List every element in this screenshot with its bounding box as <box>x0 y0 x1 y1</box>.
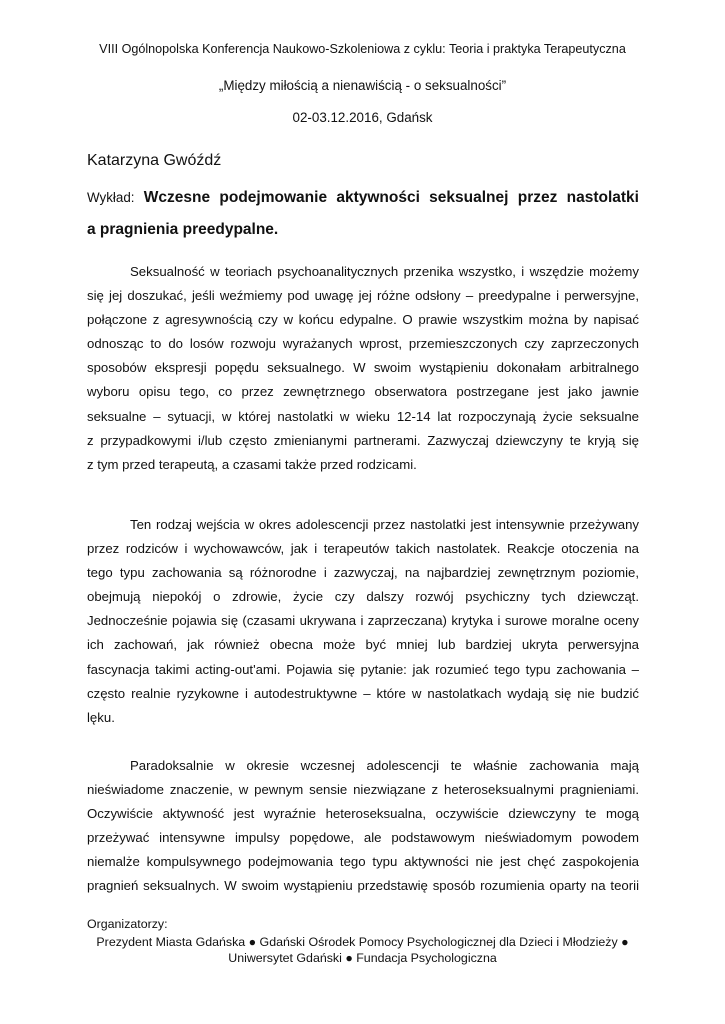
organizers-line-2: Uniwersytet Gdański ● Fundacja Psychologiczna <box>228 951 497 965</box>
organizers-label: Organizatorzy: <box>87 917 168 931</box>
lecture-title-line1: Wczesne podejmowanie aktywności seksualnej przez nastolatki <box>143 189 639 206</box>
lecture-title-line2: a pragnienia preedypalne. <box>87 221 279 238</box>
lecture-heading <box>87 188 639 240</box>
text-line: tego typu zachowania są różnorodne i zazwyczaj, na najbardziej zewnętrznym poziomie, <box>87 565 639 581</box>
text-line: obejmują niepokój o zdrowie, życie czy dalszy rozwój psychiczny tych dziewcząt. <box>87 589 639 605</box>
paragraph-3 <box>87 754 639 899</box>
paragraph-1 <box>87 260 639 477</box>
text-line: sposobów ekspresji popędu seksualnego. W swoim wystąpieniu dokonałam arbitralnego <box>87 360 639 376</box>
paragraph-2 <box>87 513 639 730</box>
text-line: ich zachowań, jak również obecna może być mniej lub bardziej ukryta perwersyjna <box>87 637 639 653</box>
text-line: Ten rodzaj wejścia w okres adolescencji przez nastolatki jest intensywnie przeżywany <box>130 517 639 532</box>
text-line: często realnie ryzykowne i autodestruktywne – które w nastolatkach wydają się nie budzić <box>87 685 639 701</box>
text-line: z przypadkowymi i/lub często zmienianymi partnerami. Zazwyczaj dziewczyny te kryją się <box>87 432 639 448</box>
organizers-line-1: Prezydent Miasta Gdańska ● Gdański Ośrodek Pomocy Psychologicznej dla Dzieci i Młodzieży ● <box>96 935 629 949</box>
text-line: niemalże kompulsywnego podejmowania tego typu aktywności nie jest chęć zaspokojenia <box>87 854 639 870</box>
text-line: połączone z agresywnością czy w końcu edypalne. O prawie wszystkim można by napisać <box>87 312 639 328</box>
text-line: nieświadome znaczenie, w pewnym sensie niezwiązane z heteroseksualnymi pragnieniami. <box>87 782 639 798</box>
text-line: seksualne – sytuacji, w której nastolatki w wieku 12-14 lat rozpoczynają życie seksualne <box>87 408 639 424</box>
text-line: Jednocześnie pojawia się (czasami ukrywana i zaprzeczana) krytyka i surowe moralne oceny <box>87 613 639 629</box>
text-line: pragnień seksualnych. W swoim wystąpieniu przedstawię sposób rozumienia oparty na teorii <box>87 878 639 894</box>
text-line: wyboru opisu tego, co przez zewnętrznego obserwatora postrzegane jest jako jawnie <box>87 384 639 400</box>
text-line: Seksualność w teoriach psychoanalitycznych przenika wszystko, i wszędzie możemy <box>130 264 639 279</box>
text-line: z tym przed terapeutą, a czasami także przed rodzicami. <box>87 456 417 472</box>
text-line: Oczywiście aktywność jest wyraźnie heteroseksualna, oczywiście dziewczyny te mogą <box>87 806 639 822</box>
conference-theme: „Między miłością a nienawiścią - o seksualności” <box>218 78 507 93</box>
text-line: przeżywać intensywne impulsy popędowe, ale podstawowym nieświadomym powodem <box>87 830 639 846</box>
author-name: Katarzyna Gwóźdź <box>87 152 222 169</box>
lecture-label: Wykład: <box>87 190 135 205</box>
text-line: fascynacja takimi acting-out'ami. Pojawia się pytanie: jak rozumieć tego typu zachowania – <box>87 661 639 677</box>
text-line: lęku. <box>87 709 115 725</box>
conference-date-place: 02-03.12.2016, Gdańsk <box>292 110 433 125</box>
organizers-list <box>0 934 725 966</box>
text-line: się jej doszukać, jeśli weźmiemy pod uwagę jej różne odsłony – preedypalne i perwersyjne, <box>87 288 639 304</box>
text-line: odnosząc to do losów rozwoju wyrażanych wprost, przemieszczonych czy zaprzeczonych <box>87 336 639 352</box>
text-line: Paradoksalnie w okresie wczesnej adolescencji te właśnie zachowania mają <box>130 758 639 773</box>
text-line: przez rodziców i wychowawców, jak i terapeutów takich nastolatek. Reakcje otoczenia na <box>87 541 639 557</box>
conference-name: VIII Ogólnopolska Konferencja Naukowo-Szkoleniowa z cyklu: Teoria i praktyka Terapeutyczna <box>99 42 626 56</box>
